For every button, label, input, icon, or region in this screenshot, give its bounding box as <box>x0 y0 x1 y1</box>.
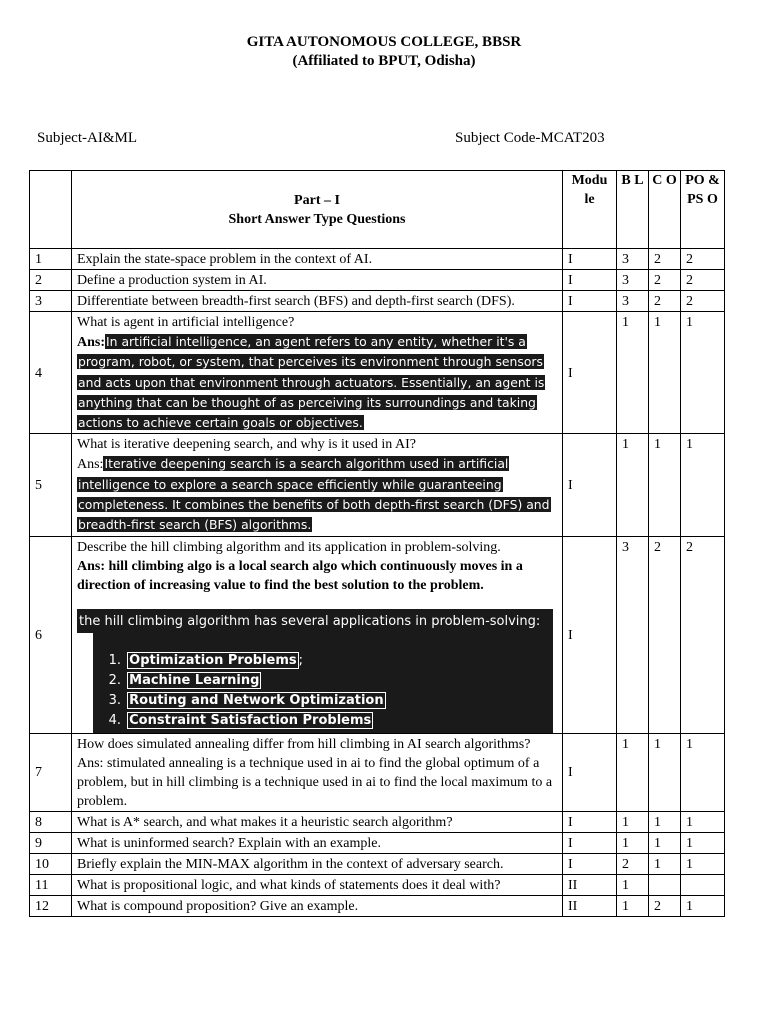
answer-text: Ans: hill climbing algo is a local search algo which continuously moves in a direction of increasing value to find the best solution to the problem. <box>77 558 523 593</box>
co-cell: 1 <box>649 312 681 434</box>
co-cell: 1 <box>649 832 681 853</box>
bl-cell: 1 <box>617 312 649 434</box>
list-item: 2. Machine Learning <box>108 672 260 688</box>
question-text: Explain the state-space problem in the context of AI. <box>72 249 563 270</box>
bl-cell: 3 <box>617 249 649 270</box>
bl-cell: 3 <box>617 291 649 312</box>
question-cell <box>72 733 563 811</box>
bl-cell: 1 <box>617 874 649 895</box>
co-cell <box>649 874 681 895</box>
list-item: 4. Constraint Satisfaction Problems <box>108 712 372 728</box>
bl-cell: 3 <box>617 270 649 291</box>
row-number: 11 <box>30 874 72 895</box>
po-cell: 1 <box>681 832 725 853</box>
question-text: Briefly explain the MIN-MAX algorithm in the context of adversary search. <box>72 853 563 874</box>
po-cell: 1 <box>681 312 725 434</box>
po-cell: 2 <box>681 291 725 312</box>
co-cell: 2 <box>649 249 681 270</box>
row-number: 3 <box>30 291 72 312</box>
bl-cell: 3 <box>617 536 649 733</box>
row-number: 1 <box>30 249 72 270</box>
table-row <box>30 312 725 434</box>
module-cell: I <box>563 853 617 874</box>
module-cell: I <box>563 811 617 832</box>
question-text: How does simulated annealing differ from hill climbing in AI search algorithms? <box>77 736 531 752</box>
table-row <box>30 895 725 916</box>
po-cell: 1 <box>681 733 725 811</box>
question-text: What is iterative deepening search, and why is it used in AI? <box>77 437 417 453</box>
co-cell: 2 <box>649 536 681 733</box>
bl-cell: 1 <box>617 811 649 832</box>
header-blank <box>30 171 72 249</box>
table-row <box>30 832 725 853</box>
module-cell: I <box>563 733 617 811</box>
module-cell: I <box>563 249 617 270</box>
list-item: 3. Routing and Network Optimization <box>108 692 384 708</box>
module-cell: I <box>563 312 617 434</box>
applications-intro: the hill climbing algorithm has several applications in problem-solving: <box>77 609 553 633</box>
answer-text: In artificial intelligence, an agent refers to any entity, whether it's a program, robot, or system, that perceives its environment through sensors and acts upon that environment through actuators. Essentially, an agent is anything that can be thought of as perceiving its surroundings and taking actions to achieve certain goals or objectives. <box>78 334 545 431</box>
row-number: 12 <box>30 895 72 916</box>
answer-text: Ans: stimulated annealing is a technique used in ai to find the global optimum of a problem, but in hill climbing is a technique used in ai to find the local maximum to a problem. <box>77 755 553 809</box>
question-text: Define a production system in AI. <box>72 270 563 291</box>
question-text: What is A* search, and what makes it a heuristic search algorithm? <box>72 811 563 832</box>
answer-label: Ans: <box>77 335 106 350</box>
bl-cell: 1 <box>617 832 649 853</box>
po-cell: 1 <box>681 811 725 832</box>
question-text: What is propositional logic, and what kinds of statements does it deal with? <box>72 874 563 895</box>
table-row <box>30 291 725 312</box>
module-cell: I <box>563 832 617 853</box>
po-cell: 1 <box>681 853 725 874</box>
row-number: 8 <box>30 811 72 832</box>
applications-list <box>93 651 553 733</box>
co-cell: 2 <box>649 291 681 312</box>
co-cell: 2 <box>649 270 681 291</box>
module-cell: I <box>563 434 617 536</box>
co-cell: 1 <box>649 853 681 874</box>
row-number: 2 <box>30 270 72 291</box>
question-text: Describe the hill climbing algorithm and its application in problem-solving. <box>77 539 501 555</box>
part-subtitle: Short Answer Type Questions <box>228 212 406 227</box>
module-cell: I <box>563 536 617 733</box>
module-cell: II <box>563 895 617 916</box>
module-cell: I <box>563 291 617 312</box>
po-cell <box>681 874 725 895</box>
table-row <box>30 853 725 874</box>
co-cell: 1 <box>649 811 681 832</box>
bl-cell: 1 <box>617 733 649 811</box>
question-text: What is agent in artificial intelligence? <box>77 315 295 330</box>
table-header-row <box>30 171 725 249</box>
question-text: What is compound proposition? Give an example. <box>72 895 563 916</box>
question-cell <box>72 536 563 733</box>
row-number: 5 <box>30 434 72 536</box>
highlight-gap <box>93 633 553 651</box>
question-cell <box>72 312 563 434</box>
part-title: Part – I <box>294 193 340 208</box>
po-cell: 2 <box>681 536 725 733</box>
module-header: Modu le <box>563 171 617 249</box>
po-cell: 1 <box>681 434 725 536</box>
bl-cell: 1 <box>617 434 649 536</box>
question-cell <box>72 434 563 536</box>
module-cell: II <box>563 874 617 895</box>
subject: Subject-AI&ML <box>37 130 137 146</box>
table-row <box>30 249 725 270</box>
part-title-cell <box>72 171 563 249</box>
po-cell: 1 <box>681 895 725 916</box>
row-number: 6 <box>30 536 72 733</box>
question-table <box>29 170 725 917</box>
row-number: 9 <box>30 832 72 853</box>
po-header: PO & PS O <box>681 171 725 249</box>
college-name: GITA AUTONOMOUS COLLEGE, BBSR <box>246 34 522 50</box>
co-cell: 2 <box>649 895 681 916</box>
po-cell: 2 <box>681 249 725 270</box>
subject-code: Subject Code-MCAT203 <box>455 130 605 146</box>
row-number: 7 <box>30 733 72 811</box>
co-header: C O <box>649 171 681 249</box>
bl-cell: 2 <box>617 853 649 874</box>
table-row <box>30 536 725 733</box>
question-text: Differentiate between breadth-first search (BFS) and depth-first search (DFS). <box>72 291 563 312</box>
table-row <box>30 733 725 811</box>
po-cell: 2 <box>681 270 725 291</box>
question-text: What is uninformed search? Explain with an example. <box>72 832 563 853</box>
table-row <box>30 270 725 291</box>
table-row <box>30 874 725 895</box>
list-item: 1. Optimization Problems ; <box>108 652 304 668</box>
table-row <box>30 434 725 536</box>
table-row <box>30 811 725 832</box>
row-number: 10 <box>30 853 72 874</box>
co-cell: 1 <box>649 434 681 536</box>
affiliation: (Affiliated to BPUT, Odisha) <box>292 53 476 69</box>
co-cell: 1 <box>649 733 681 811</box>
module-cell: I <box>563 270 617 291</box>
bl-header: B L <box>617 171 649 249</box>
answer-label: Ans: <box>77 457 104 473</box>
row-number: 4 <box>30 312 72 434</box>
bl-cell: 1 <box>617 895 649 916</box>
answer-text: Iterative deepening search is a search algorithm used in artificial intelligence to explore a search space efficiently while guaranteeing completeness. It combines the benefits of both depth-first search (DFS) and breadth-first search (BFS) algorithms. <box>78 456 550 533</box>
